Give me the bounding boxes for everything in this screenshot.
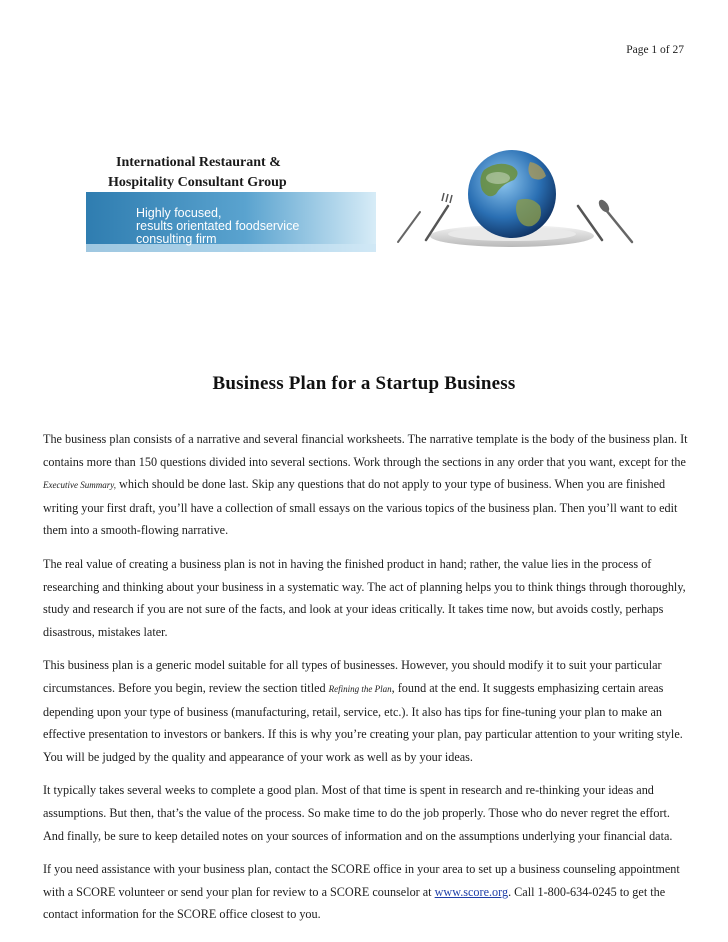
paragraph-1-text-a: The business plan consists of a narrative and several financial worksheets. The narrative template is the body of the business plan. It contains more than 150 questions divided into several sections. Work through the sections in any order that you want, except for the	[43, 432, 688, 469]
paragraph-3	[43, 654, 688, 768]
company-banner	[86, 140, 658, 252]
paragraph-5-text-c: . Call 1-800-634-0245 to get the contact information for the SCORE office closest to you.	[43, 884, 666, 922]
banner-tagline-line3: consulting firm	[136, 232, 217, 246]
banner-tagline-line2: results orientated foodservice	[136, 219, 300, 233]
paragraph-5-text-a: If you need assistance with your business plan, contact the SCORE office in your area to set up a business counseling appointment with a SCORE volunteer or send your plan for review to a SCORE counselor at	[43, 862, 680, 899]
refining-the-plan-reference: Refining the Plan	[328, 683, 392, 694]
document-body	[43, 428, 688, 937]
paragraph-5	[43, 858, 688, 926]
executive-summary-reference: Executive Summary,	[43, 480, 116, 491]
paragraph-1-text-c: which should be done last. Skip any questions that do not apply to your type of business. When you are finished writing your first draft, you’ll have a collection of small essays on the various topics of the business plan. Then you’ll want to edit them into a smooth-flowing narrative.	[43, 477, 678, 538]
document-title: Business Plan for a Startup Business	[212, 373, 516, 394]
banner-company-line2: Hospitality Consultant Group	[108, 175, 287, 190]
banner-company-line1: International Restaurant &	[116, 155, 281, 170]
paragraph-2: The real value of creating a business plan is not in having the finished product in hand; rather, the value lies in the process of researching and thinking about your business in a systematic way. The act of planning helps you to think things through thoroughly, study and research if you are not sure of the facts, and look at your ideas critically. It takes time now, but avoids costly, perhaps disastrous, mistakes later.	[43, 556, 686, 639]
page-number: Page 1 of 27	[626, 44, 684, 56]
paragraph-3-text-c: , found at the end. It suggests emphasizing certain areas depending upon your type of business (manufacturing, retail, service, etc.). It also has tips for fine-tuning your plan to make an effective presentation to investors or bankers. If this is why you’re creating your plan, pay particular attention to your writing style. You will be judged by the quality and appearance of your work as well as by your ideas.	[43, 680, 683, 764]
paragraph-1	[43, 428, 688, 542]
score-website-link[interactable]: www.score.org	[434, 884, 509, 899]
banner-tagline-line1: Highly focused,	[136, 206, 222, 220]
paragraph-3-text-a: This business plan is a generic model suitable for all types of businesses. However, you should modify it to suit your particular circumstances. Before you begin, review the section titled	[43, 658, 662, 695]
paragraph-4: It typically takes several weeks to complete a good plan. Most of that time is spent in research and re-thinking your ideas and assumptions. But then, that’s the value of the process. So make time to do the job properly. Those who do never regret the effort. And finally, be sure to keep detailed notes on your sources of information and on the assumptions underlying your financial data.	[43, 783, 673, 843]
